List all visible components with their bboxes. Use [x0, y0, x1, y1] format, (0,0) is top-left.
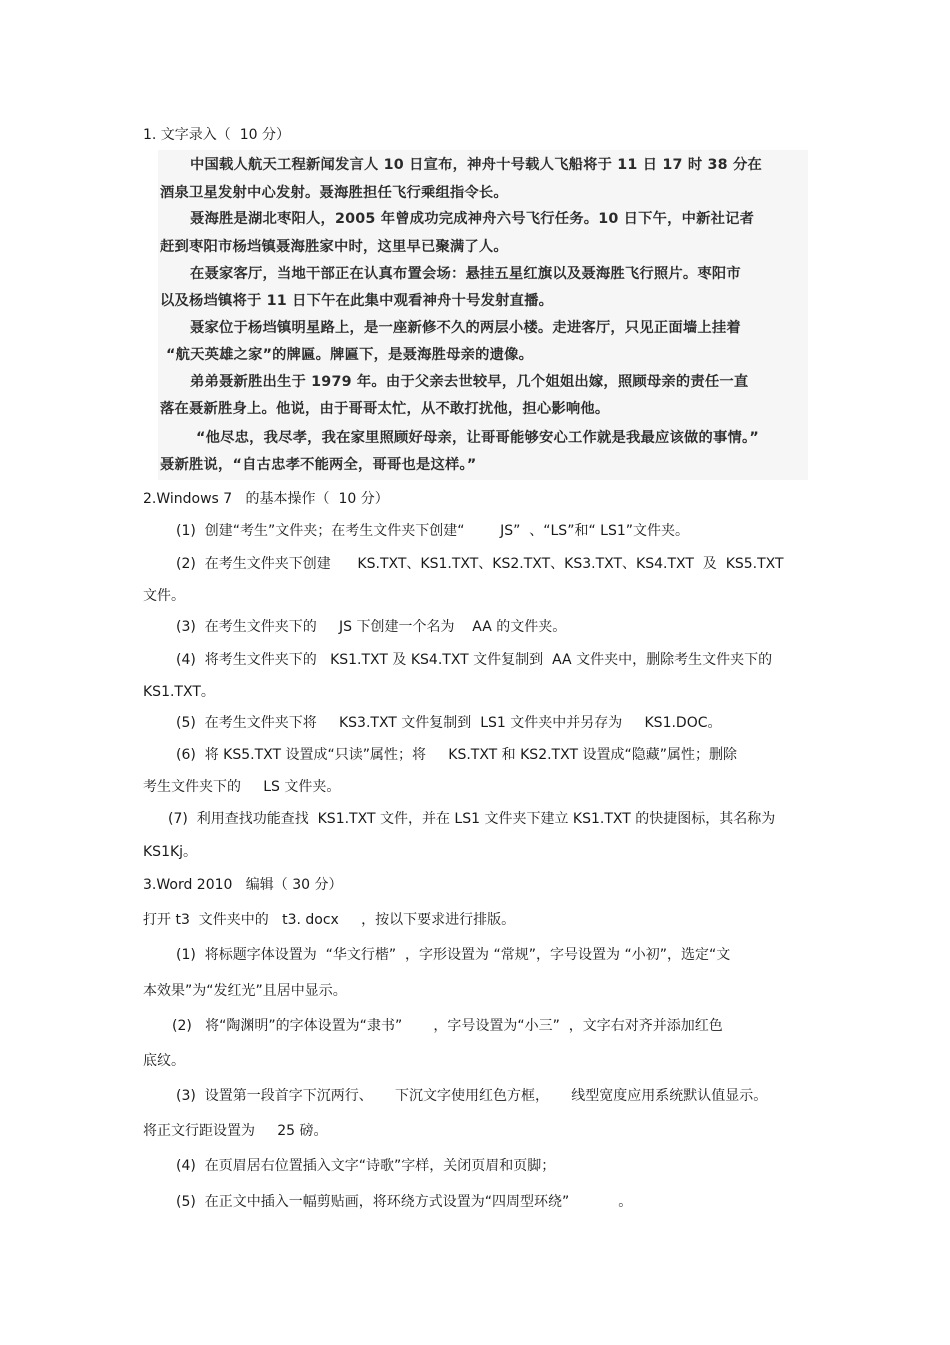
section2-item: (2) 在考生文件夹下创建 KS.TXT、KS1.TXT、KS2.TXT、KS3.TXT、KS4.TXT 及 KS5.TXT: [176, 556, 784, 572]
section3-item: (4) 在页眉居右位置插入文字“诗歌”字样，关闭页眉和页脚；: [176, 1158, 556, 1174]
section2-item: (1) 创建“考生”文件夹；在考生文件夹下创建“ JS” 、“LS”和“ LS1”文件夹。: [176, 523, 690, 539]
section2-item: (6) 将 KS5.TXT 设置成“只读”属性；将 KS.TXT 和 KS2.TXT 设置成“隐藏”属性；删除: [176, 747, 737, 763]
section3-item: (1) 将标题字体设置为 “华文行楷” ，字形设置为 “常规”，字号设置为 “小初”，选定“文: [176, 947, 731, 963]
section2-item-cont: 文件。: [143, 588, 185, 604]
section2-item: (7) 利用查找功能查找 KS1.TXT 文件，并在 LS1 文件夹下建立 KS1.TXT 的快捷图标，其名称为: [168, 811, 776, 827]
section3-item-cont: 底纹。: [143, 1053, 185, 1069]
scanned-text-image: [158, 150, 808, 480]
scan-line: 中国载人航天工程新闻发言人 10 日宣布，神舟十号载人飞船将于 11 日 17 时 38 分在: [190, 157, 763, 173]
scan-line: 聂新胜说，“自古忠孝不能两全，哥哥也是这样。”: [160, 457, 477, 473]
scan-line: 弟弟聂新胜出生于 1979 年。由于父亲去世较早，几个姐姐出嫁，照顾母亲的责任一直: [190, 374, 749, 390]
scan-line: 酒泉卫星发射中心发射。聂海胜担任飞行乘组指令长。: [160, 185, 508, 201]
scan-line: 以及杨垱镇将于 11 日下午在此集中观看神舟十号发射直播。: [160, 293, 554, 309]
scan-line: “航天英雄之家”的牌匾。牌匾下，是聂海胜母亲的遗像。: [166, 347, 534, 363]
section2-item-cont: KS1.TXT。: [143, 684, 215, 700]
section2-heading: 2.Windows 7 的基本操作（ 10 分）: [143, 491, 389, 507]
section2-item: (3) 在考生文件夹下的 JS 下创建一个名为 AA 的文件夹。: [176, 619, 567, 635]
scan-line: 聂家位于杨垱镇明星路上，是一座新修不久的两层小楼。走进客厅，只见正面墙上挂着: [190, 320, 741, 336]
section3-intro: 打开 t3 文件夹中的 t3. docx ，按以下要求进行排版。: [143, 912, 516, 928]
section3-item: (5) 在正文中插入一幅剪贴画，将环绕方式设置为“四周型环绕” 。: [176, 1194, 633, 1210]
section3-item-cont: 将正文行距设置为 25 磅。: [143, 1123, 328, 1139]
section3-item: (2) 将“陶渊明”的字体设置为“隶书” ，字号设置为“小三” ，文字右对齐并添加红色: [172, 1018, 723, 1034]
section3-item: (3) 设置第一段首字下沉两行、 下沉文字使用红色方框， 线型宽度应用系统默认值显示。: [176, 1088, 768, 1104]
section2-item-cont: 考生文件夹下的 LS 文件夹。: [143, 779, 341, 795]
scan-line: “他尽忠，我尽孝，我在家里照顾好母亲，让哥哥能够安心工作就是我最应该做的事情。”: [196, 430, 759, 446]
scan-line: 聂海胜是湖北枣阳人，2005 年曾成功完成神舟六号飞行任务。10 日下午，中新社记者: [190, 211, 755, 227]
section3-heading: 3.Word 2010 编辑（ 30 分）: [143, 877, 343, 893]
section2-item: (4) 将考生文件夹下的 KS1.TXT 及 KS4.TXT 文件复制到 AA 文件夹中，删除考生文件夹下的: [176, 652, 773, 668]
scan-line: 赶到枣阳市杨垱镇聂海胜家中时，这里早已聚满了人。: [160, 239, 508, 255]
section1-heading: 1. 文字录入（ 10 分）: [143, 127, 290, 143]
section2-item-cont: KS1Kj。: [143, 844, 198, 860]
section2-item: (5) 在考生文件夹下将 KS3.TXT 文件复制到 LS1 文件夹中并另存为 KS1.DOC。: [176, 715, 722, 731]
scan-line: 在聂家客厅，当地干部正在认真布置会场：悬挂五星红旗以及聂海胜飞行照片。枣阳市: [190, 266, 741, 282]
scan-line: 落在聂新胜身上。他说，由于哥哥太忙，从不敢打扰他，担心影响他。: [160, 401, 610, 417]
section3-item-cont: 本效果”为“发红光”且居中显示。: [143, 983, 347, 999]
